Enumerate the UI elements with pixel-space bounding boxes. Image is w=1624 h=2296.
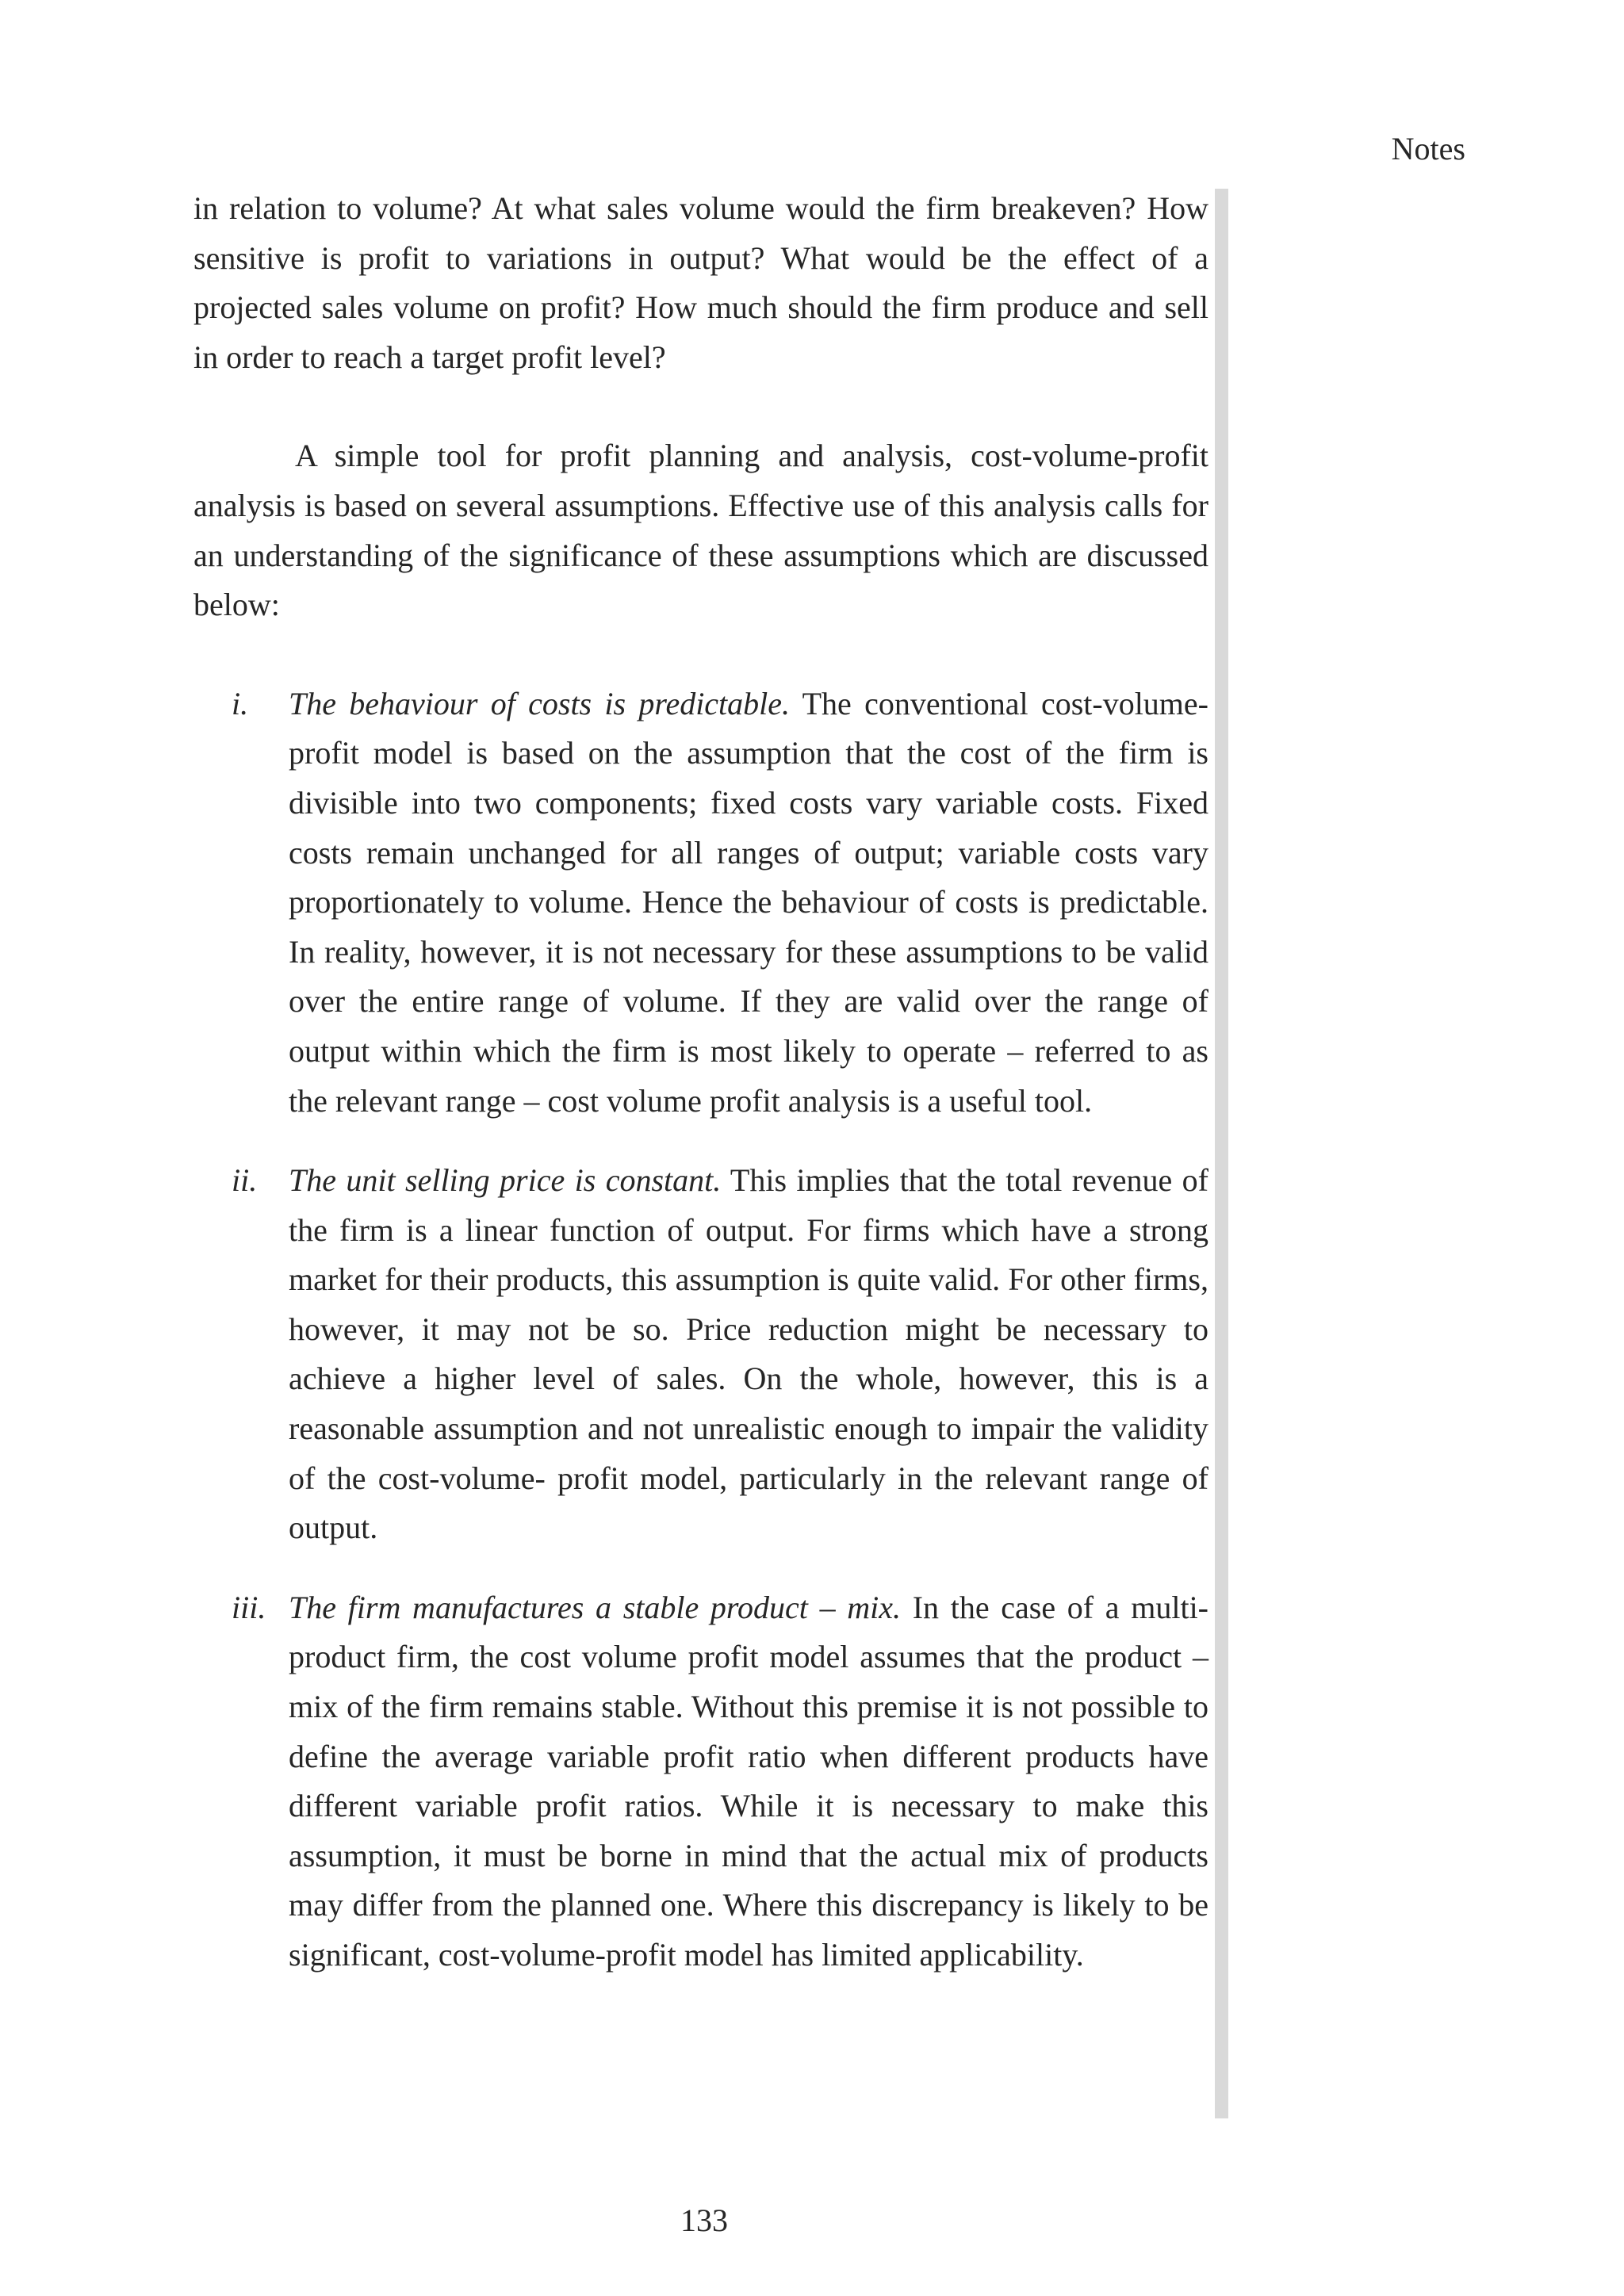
assumption-lead: The firm manufactures a stable product – mix. [289,1589,902,1625]
page-number: 133 [680,2202,728,2238]
list-number: ii. [232,1162,258,1199]
assumptions-list [193,679,1208,1980]
list-number: i. [232,685,249,721]
assumption-text: In the case of a multi-product firm, the cost volume profit model assumes that the product – mix of the firm remains stable. Without this premise it is not possible to define the average variable profit ratio when different products have different variable profit ratios. While it is necessary to make this assumption, it must be borne in mind that the actual mix of products may differ from the planned one. Where this discrepancy is likely to be significant, cost-volume-profit model has limited applicability. [289,1589,1208,1973]
list-number: iii. [232,1589,266,1625]
margin-rule [1215,189,1228,2118]
page-body [193,184,1208,2011]
assumption-text: The conventional cost-volume-profit model is based on the assumption that the cost of the firm is divisible into two components; fixed costs vary variable costs. Fixed costs remain unchanged for all ranges of output; variable costs vary proportionately to volume. Hence the behaviour of costs is predictable. In reality, however, it is not necessary for these assumptions to be valid over the entire range of volume. If they are valid over the range of output within which the firm is most likely to operate – referred to as the relevant range – cost volume profit analysis is a useful tool. [289,685,1208,1119]
assumption-item-constant-price [193,1156,1208,1553]
intro-paragraph: in relation to volume? At what sales volume would the firm breakeven? How sensitive is profit to variations in output? What would be the effect of a projected sales volume on profit? How much should the firm produce and sell in order to reach a target profit level? [193,190,1208,375]
assumption-lead: The behaviour of costs is predictable. [289,685,791,721]
assumption-item-stable-product-mix [193,1583,1208,1980]
assumption-item-predictable-costs [193,679,1208,1126]
assumption-lead: The unit selling price is constant. [289,1162,722,1199]
assumption-text: This implies that the total revenue of the firm is a linear function of output. For firms which have a strong market for their products, this assumption is quite valid. For other firms, however, it may not be so. Price reduction might be necessary to achieve a higher level of sales. On the whole, however, this is a reasonable assumption and not unrealistic enough to impair the validity of the cost-volume- profit model, particularly in the relevant range of output. [289,1162,1208,1546]
notes-margin-label: Notes [1391,131,1465,166]
cvp-intro-paragraph: A simple tool for profit planning and analysis, cost-volume-profit analysis is based on several assumptions. Effective use of this analysis calls for an understanding of the significance of these assumptions which are discussed below: [193,438,1208,623]
